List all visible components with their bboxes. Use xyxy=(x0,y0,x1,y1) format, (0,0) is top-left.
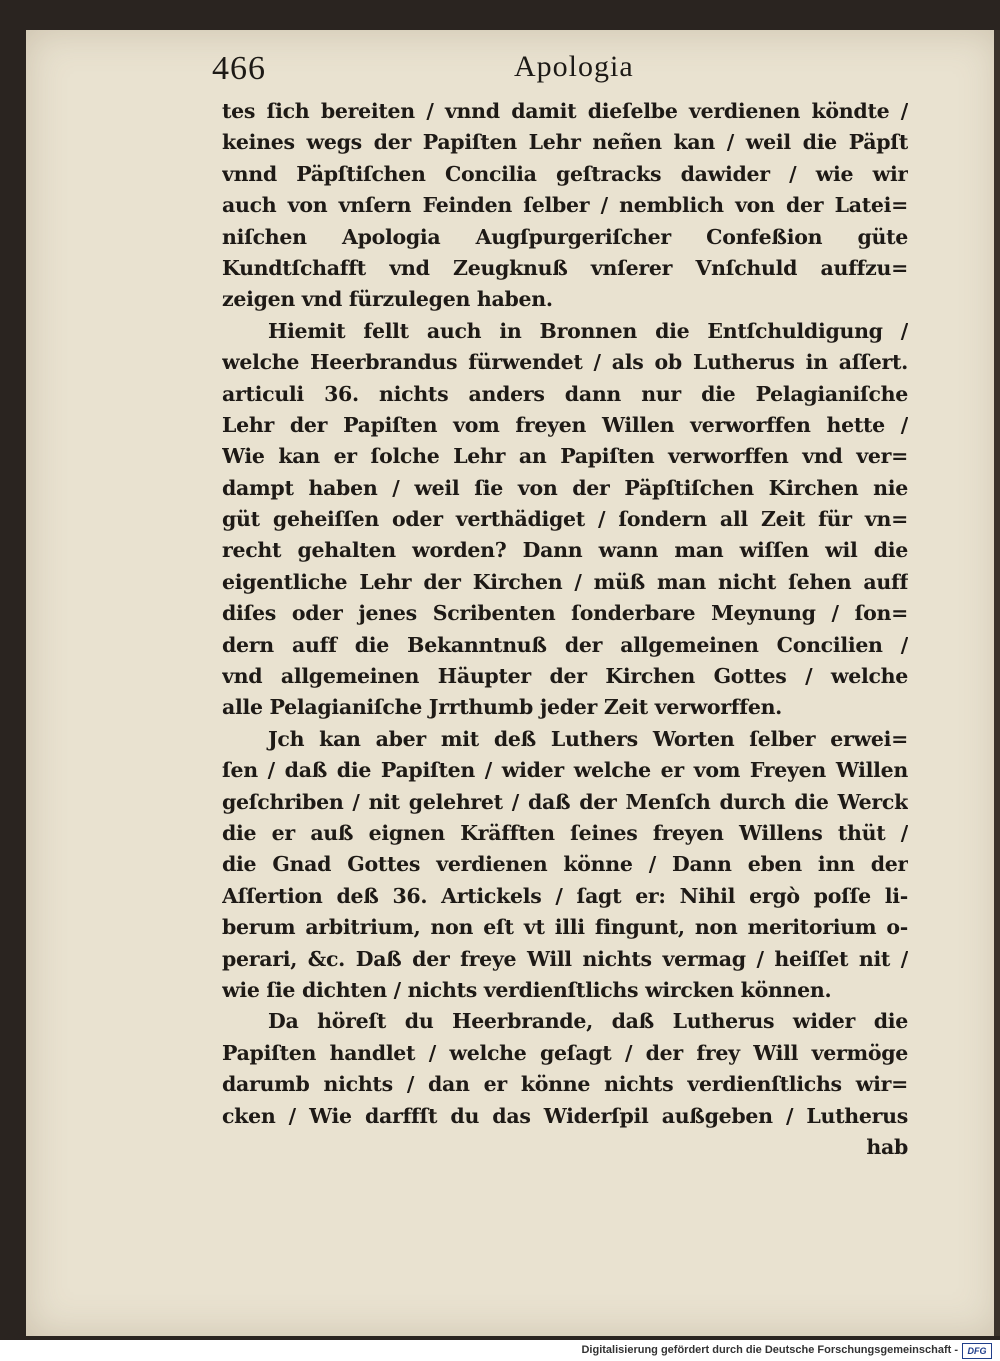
catchword: hab xyxy=(866,1134,908,1159)
text-line: die er auß eignen Kräfften ſeines freyen Willens thüt / xyxy=(222,820,908,845)
text-line: auch von vnſern Feinden ſelber / nemblich von der Latei= xyxy=(222,193,908,218)
text-line: die Gnad Gottes verdienen könne / Dann eben inn der xyxy=(222,852,908,877)
footer-bar xyxy=(0,1340,1000,1361)
text-line: güt geheiſſen oder verthädiget / ſondern all Zeit für vn= xyxy=(222,507,908,532)
text-line: cken / Wie darffſt du das Widerſpil außgeben / Lutherus xyxy=(222,1103,908,1128)
text-line: eigentliche Lehr der Kirchen / müß man nicht ſehen auff xyxy=(222,569,908,594)
page-edge xyxy=(994,30,1000,1336)
text-line: Papiſten handlet / welche geſagt / der frey Will vermöge xyxy=(222,1040,908,1065)
text-line: Wie kan er ſolche Lehr an Papiſten verworffen vnd ver= xyxy=(222,444,908,469)
paragraph-start-line: Hiemit fellt auch in Bronnen die Entſchuldigung / xyxy=(268,318,908,343)
text-line: darumb nichts / dan er könne nichts verdienſtlichs wir= xyxy=(222,1072,908,1097)
funding-credit: Digitalisierung gefördert durch die Deutsche Forschungsgemeinschaft - xyxy=(581,1344,958,1356)
text-line: welche Heerbrandus fürwendet / als ob Lutherus in aſſert. xyxy=(222,350,908,375)
text-line: Lehr der Papiſten vom freyen Willen verworffen hette / xyxy=(222,412,908,437)
page-header xyxy=(212,50,912,100)
text-line: berum arbitrium, non eſt vt illi fingunt, non meritorium o- xyxy=(222,915,908,940)
text-line: diſes oder jenes Scribenten ſonderbare Meynung / ſon= xyxy=(222,601,908,626)
text-line: tes ſich bereiten / vnnd damit dieſelbe verdienen köndte / xyxy=(222,99,908,123)
body-text xyxy=(222,96,908,1163)
text-line: Aſſertion deß 36. Artickels / ſagt er: Nihil ergò poſſe li- xyxy=(222,883,908,908)
paragraph-start-line: Jch kan aber mit deß Luthers Worten ſelber erwei= xyxy=(268,726,908,751)
text-line: dampt haben / weil ſie von der Päpſtiſchen Kirchen nie xyxy=(222,475,908,500)
text-line: perari, &c. Daß der freye Will nichts vermag / heiſſet nit / xyxy=(222,946,908,971)
page-number: 466 xyxy=(212,50,266,87)
paragraph-start-line: Da höreſt du Heerbrande, daß Lutherus wider die xyxy=(268,1009,908,1034)
text-line: niſchen Apologia Augſpurgeriſcher Confeßion güte xyxy=(222,224,908,249)
text-line: keines wegs der Papiſten Lehr neñen kan / weil die Päpſt xyxy=(222,130,908,155)
dfg-logo: DFG xyxy=(962,1343,992,1359)
text-line: geſchriben / nit gelehret / daß der Menſch durch die Werck xyxy=(222,789,908,814)
running-head: Apologia xyxy=(514,50,634,83)
text-line: recht gehalten worden? Dann wann man wiſſen wil die xyxy=(222,538,908,563)
text-line: wie ſie dichten / nichts verdienſtlichs wircken können. xyxy=(222,977,832,1002)
text-line: dern auff die Bekanntnuß der allgemeinen Concilien / xyxy=(222,632,908,657)
text-line: zeigen vnd fürzulegen haben. xyxy=(222,287,553,312)
text-line: vnd allgemeinen Häupter der Kirchen Gottes / welche xyxy=(222,664,908,689)
text-line: vnnd Päpſtiſchen Concilia geſtracks dawider / wie wir xyxy=(222,161,908,186)
text-line: articuli 36. nichts anders dann nur die Pelagianiſche xyxy=(222,381,908,406)
text-line: ſen / daß die Papiſten / wider welche er vom Freyen Willen xyxy=(222,758,908,783)
text-line: Kundtſchafft vnd Zeugknuß vnſerer Vnſchuld auffzu= xyxy=(222,255,908,280)
text-line: alle Pelagianiſche Jrrthumb jeder Zeit verworffen. xyxy=(222,695,783,720)
